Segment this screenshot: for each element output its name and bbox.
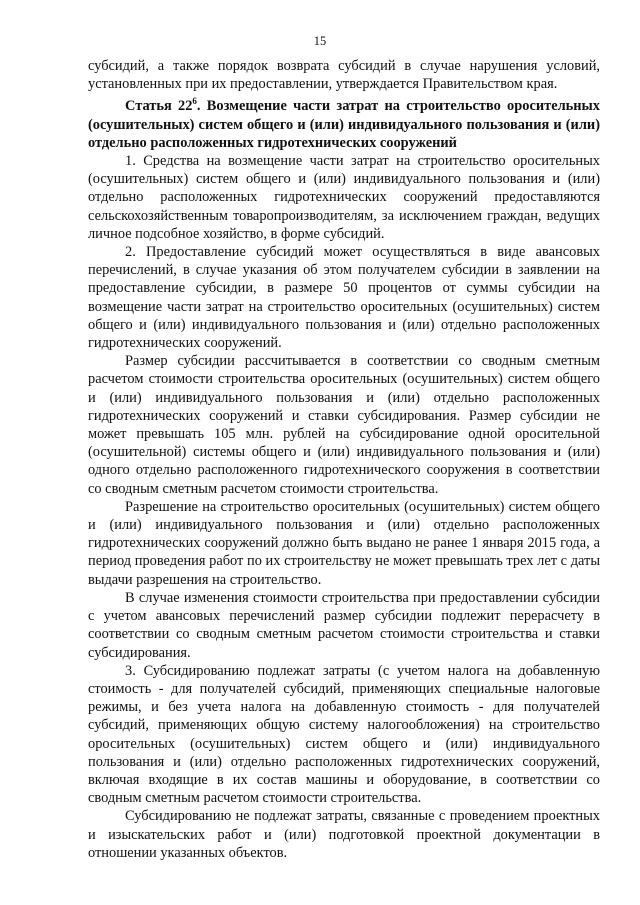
- article-superscript: 6: [192, 96, 197, 107]
- paragraph-3: 3. Субсидированию подлежат затраты (с учетом налога на добавленную стоимость - для получателей субсидий, применяющих специальные налоговые режимы, и без учета налога на добавленную стоимость - для получателей субсидий, применяющих общую систему налогообложения) на строительство оросительных (осушительных) систем общего и (или) индивидуального пользования и (или) отдельно расположенных гидротехнических сооружений, включая входящие в их состав машины и оборудование, в соответствии со сводным сметным расчетом стоимости строительства.: [88, 662, 600, 807]
- paragraph-recalculation: В случае изменения стоимости строительства при предоставлении субсидии с учетом авансовых перечислений размер субсидии подлежит перерасчету в соответствии со сводным сметным расчетом стоимости строительства и ставки субсидирования.: [88, 589, 600, 661]
- paragraph-excluded-costs: Субсидированию не подлежат затраты, связанные с проведением проектных и изыскательских работ и (или) подготовкой проектной документации в отношении указанных объектов.: [88, 808, 600, 861]
- article-title: . Возмещение части затрат на строительство оросительных (осушительных) систем общего и (или) индивидуального пользования и (или) отдельно расположенных гидротехнических сооружений: [88, 98, 600, 151]
- article-number: Статья 22: [125, 98, 193, 115]
- page-number: 15: [313, 34, 327, 48]
- paragraph-1: 1. Средства на возмещение части затрат на строительство оросительных (осушительных) систем общего и (или) индивидуального пользования и (или) отдельно расположенных гидротехнических сооружений предоставляются сельскохозяйственным товаропроизводителям, за исключением граждан, ведущих личное подсобное хозяйство, в форме субсидий.: [88, 153, 600, 242]
- paragraph-construction-permit: Разрешение на строительство оросительных (осушительных) систем общего и (или) индивидуального пользования и (или) отдельно расположенных гидротехнических сооружений должно быть выдано не ранее 1 января 2015 года, а период проведения работ по их строительству не может превышать трех лет с даты выдачи разрешения на строительство.: [88, 498, 600, 588]
- article-heading: [88, 97, 600, 152]
- paragraph-subsidy-size: Размер субсидии рассчитывается в соответствии со сводным сметным расчетом стоимости строительства оросительных (осушительных) систем общего и (или) индивидуального пользования и (или) отдельно расположенных гидротехнических сооружений и ставки субсидирования. Размер субсидии не может превышать 105 млн. рублей на субсидирование одной оросительной (осушительной) системы общего и (или) индивидуального пользования и (или) одного отдельно расположенного гидротехнического сооружения в соответствии со сводным сметным расчетом стоимости строительства.: [88, 353, 600, 497]
- document-body: [88, 57, 600, 862]
- paragraph-2: 2. Предоставление субсидий может осуществляться в виде авансовых перечислений, в случае указания об этом получателем субсидии в заявлении на предоставление субсидии, в размере 50 процентов от суммы субсидии на возмещение части затрат на строительство оросительных (осушительных) систем общего и (или) индивидуального пользования и (или) отдельно расположенных гидротехнических сооружений.: [88, 244, 600, 352]
- intro-continuation-paragraph: субсидий, а также порядок возврата субсидий в случае нарушения условий, установленных при их предоставлении, утверждается Правительством края.: [88, 58, 600, 93]
